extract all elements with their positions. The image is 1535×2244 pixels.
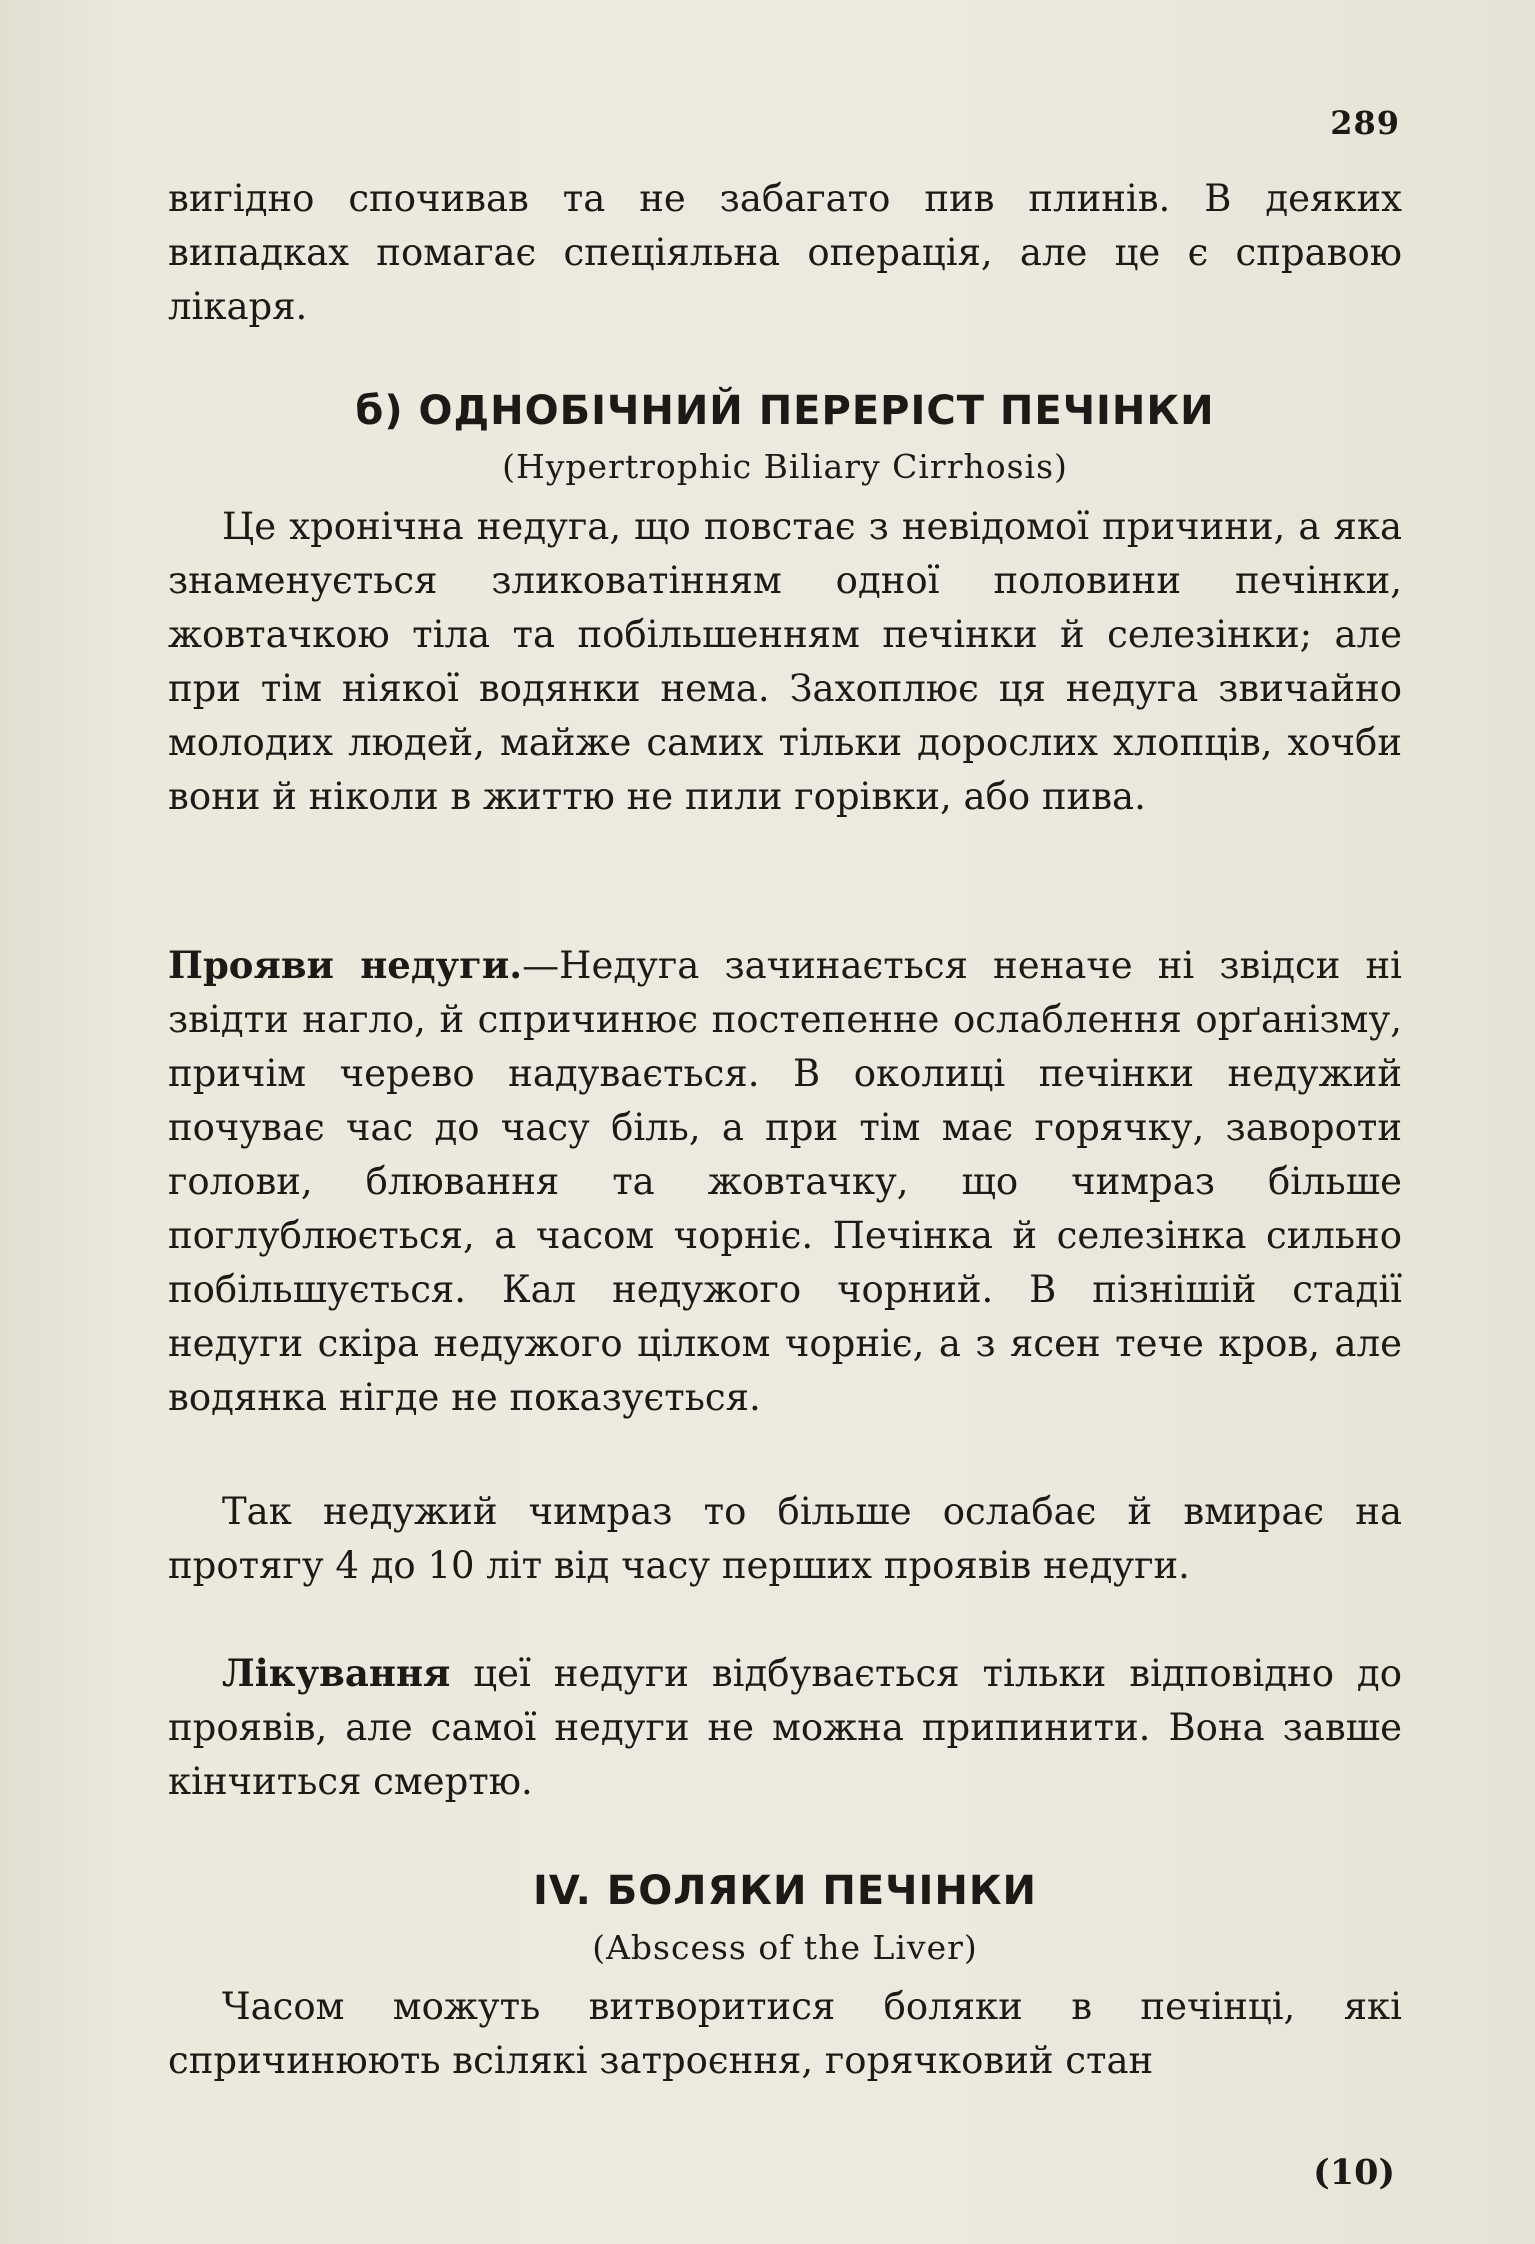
paragraph-description: Це хронічна недуга, що повстає з невідомої причини, а яка знаменується зликоватінням одної половини печінки, жовтачкою тіла та побільшенням печінки й селезінки; але при тім ніякої водянки нема. Захоплює ця недуга звичайно молодих людей, майже самих тільки дорослих хлопців, хочби вони й ніколи в життю не пили горівки, або пива. (168, 505, 1402, 818)
paragraph-continuation: вигідно спочивав та не забагато пив плинів. В деяких випадках помагає спеціяльна операція, але це є справою лікаря. (168, 177, 1402, 328)
section-iv-title: IV. БОЛЯКИ ПЕЧІНКИ (532, 1868, 1038, 1914)
paragraph-treatment (168, 1646, 1402, 1809)
section-b-subtitle: (Hypertrophic Biliary Cirrhosis) (502, 447, 1068, 486)
paragraph-symptoms (168, 938, 1402, 1425)
symptoms-body: —Недуга зачинається неначе ні звідси ні звідти нагло, й спричинює постепенне ослаблення орґанізму, причім черево надувається. В околиці печінки недужий почуває час до часу біль, а при тім має горячку, завороти голови, блювання та жовтачку, що чимраз більше поглублюється, а часом чорніє. Печінка й селезінка сильно побільшується. Кал недужого чорний. В пізнішій стадії недуги скіра недужого цілком чорніє, а з ясен тече кров, але водянка нігде не показується. (168, 944, 1402, 1419)
page-number: 289 (1330, 104, 1400, 142)
signature-mark: (10) (1313, 2152, 1395, 2193)
paragraph-abscess: Часом можуть витворитися боляки в печінці, які спричинюють всілякі затроєння, горячковий стан (168, 1985, 1402, 2082)
paragraph-prognosis: Так недужий чимраз то більше ослабає й вмирає на протягу 4 до 10 літ від часу перших проявів недуги. (168, 1490, 1402, 1587)
section-b-title: б) ОДНОБІЧНИЙ ПЕРЕРІСТ ПЕЧІНКИ (355, 388, 1215, 434)
section-iv-subtitle: (Abscess of the Liver) (592, 1928, 978, 1967)
treatment-body: цеї недуги відбувається тільки відповідно до проявів, але самої недуги не можна припинити. Вона завше кінчиться смертю. (168, 1652, 1402, 1803)
symptoms-lead: Прояви недуги. (168, 943, 523, 987)
treatment-lead: Лікування (222, 1651, 451, 1695)
